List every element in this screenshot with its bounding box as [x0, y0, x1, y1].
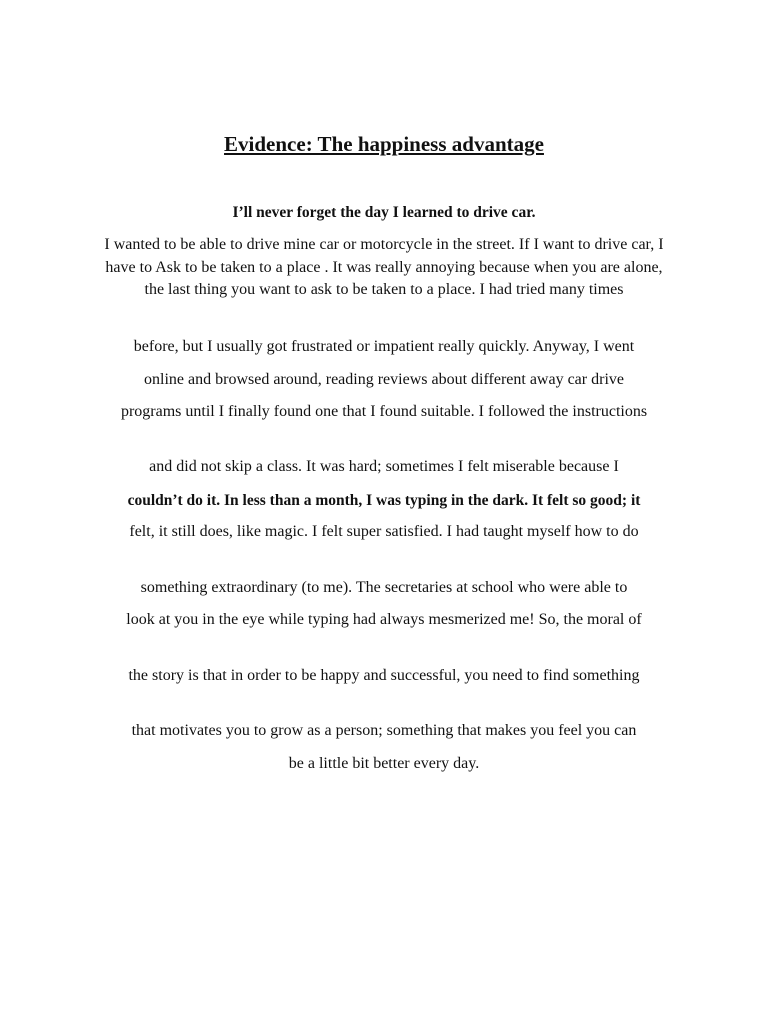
paragraph-12: be a little bit better every day.	[288, 755, 480, 772]
paragraph-5: and did not skip a class. It was hard; sometimes I felt miserable because I	[149, 458, 619, 475]
paragraph-7: felt, it still does, like magic. I felt super satisfied. I had taught myself how to do	[129, 523, 639, 540]
paragraph-2: before, but I usually got frustrated or impatient really quickly. Anyway, I went	[133, 338, 635, 355]
paragraph-4: programs until I finally found one that I found suitable. I followed the instructions	[120, 403, 648, 420]
paragraph-3: online and browsed around, reading reviews about different away car drive	[144, 371, 624, 388]
paragraph-9: look at you in the eye while typing had always mesmerized me! So, the moral of	[126, 611, 642, 628]
document-title: Evidence: The happiness advantage	[224, 132, 544, 156]
paragraph-6: couldn’t do it. In less than a month, I was typing in the dark. It felt so good; it	[127, 492, 641, 509]
paragraph-10: the story is that in order to be happy and successful, you need to find something	[128, 667, 640, 684]
paragraph-1: I wanted to be able to drive mine car or motorcycle in the street. If I want to drive car, I have to Ask to be taken to a place . It was really annoying because when you are alone, the last thing you want to ask to be taken to a place. I had tried many times	[104, 236, 664, 298]
paragraph-11: that motivates you to grow as a person; something that makes you feel you can	[131, 722, 637, 739]
document-subtitle: I’ll never forget the day I learned to drive car.	[232, 204, 536, 221]
paragraph-8: something extraordinary (to me). The secretaries at school who were able to	[140, 579, 628, 596]
